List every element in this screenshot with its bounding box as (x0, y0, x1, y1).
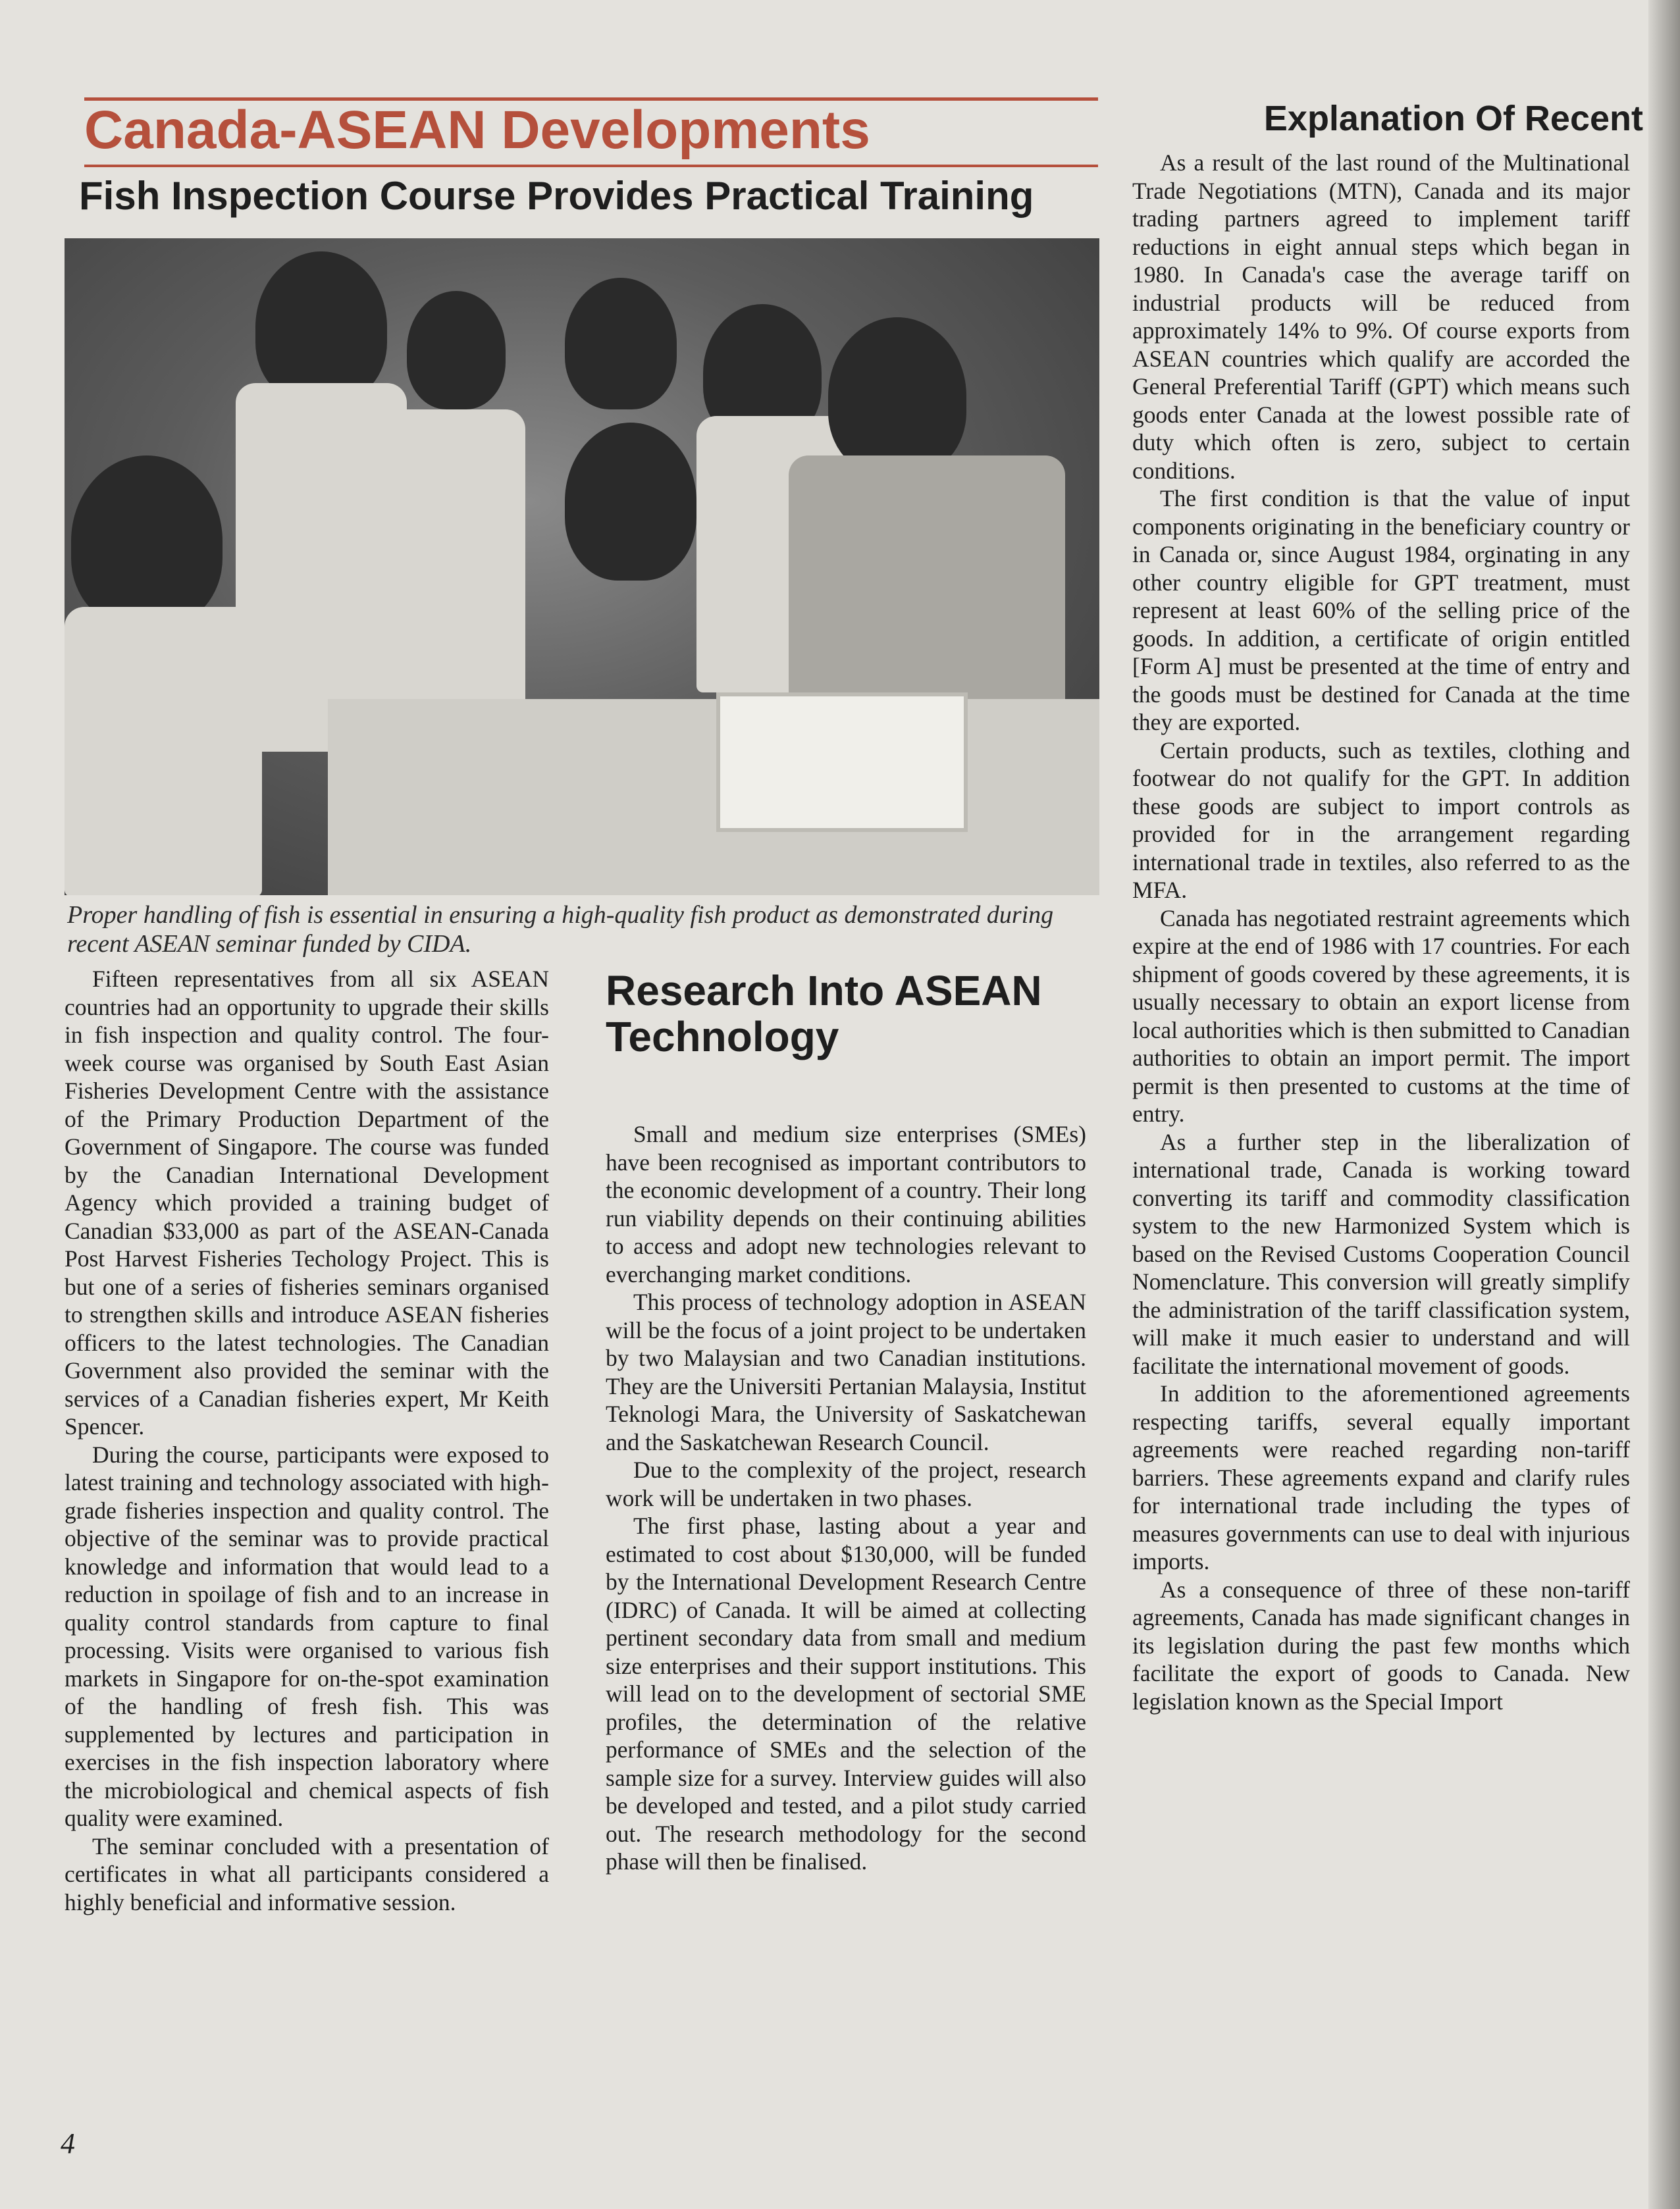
page-number: 4 (61, 2127, 75, 2160)
explanation-article-body (1132, 149, 1630, 1715)
research-paragraph: Due to the complexity of the project, research work will be undertaken in two phases. (606, 1457, 1086, 1511)
fish-paragraph: Fifteen representatives from all six ASEAN countries had an opportunity to upgrade their skills in fish inspection and quality control. The four-week course was organised by South East Asian Fisheries Development Centre with the assistance of the Primary Production Department of the Government of Singapore. The course was funded by the Canadian International Development Agency which provided a training budget of Canadian $33,000 as part of the ASEAN-Canada Post Harvest Fisheries Techology Project. This is but one of a series of fisheries seminars organised to strengthen skills and introduce ASEAN fisheries officers to the latest technologies. The Canadian Government also provided the seminar with the services of a Canadian fisheries expert, Mr Keith Spencer. (65, 966, 549, 1440)
explanation-paragraph: As a consequence of three of these non-tariff agreements, Canada has made significant changes in its legislation during the past few months which facilitate the export of goods to Canada. New legislation known as the Special Import (1132, 1576, 1630, 1715)
research-article-body (606, 1120, 1086, 1876)
explanation-paragraph: As a result of the last round of the Multinational Trade Negotiations (MTN), Canada and its major trading partners agreed to implement tariff reductions in eight annual steps which began in 1980. In Canada's case the average tariff on industrial products will be reduced from approximately 14% to 9%. Of course exports from ASEAN countries which qualify are accorded the General Preferential Tariff (GPT) which means such goods enter Canada at the lowest possible rate of duty which often is zero, subject to certain conditions. (1132, 149, 1630, 484)
section-title: Canada-ASEAN Developments (84, 100, 870, 160)
training-photo (65, 238, 1099, 895)
section-bottom-rule (84, 165, 1098, 167)
research-paragraph: This process of technology adoption in ASEAN will be the focus of a joint project to be undertaken by two Malaysian and two Canadian institutions. They are the Universiti Pertanian Malaysia, Institut Teknologi Mara, the University of Saskatchewan and the Saskatchewan Research Council. (606, 1289, 1086, 1455)
fish-paragraph: During the course, participants were exposed to latest training and technology associated with high-grade fisheries inspection and quality control. The objective of the seminar was to provide practical knowledge and information that would lead to a reduction in spoilage of fish and to an increase in quality control standards from capture to final processing. Visits were organised to various fish markets in Singapore for on-the-spot examination of the handling of fresh fish. This was supplemented by lectures and participation in exercises in the fish inspection laboratory where the microbiological and chemical aspects of fish quality were examined. (65, 1441, 549, 1831)
explanation-paragraph: The first condition is that the value of input components originating in the beneficiary country or in Canada or, since August 1984, orginating in any other country eligible for GPT treatment, must represent at least 60% of the selling price of the goods. In addition, a certificate of origin entitled [Form A] must be presented at the time of entry and the goods must be destined for Canada at the time they are exported. (1132, 485, 1630, 735)
fish-article-body (65, 965, 549, 1916)
fish-paragraph: The seminar concluded with a presentation of certificates in what all participants considered a highly beneficial and informative session. (65, 1832, 549, 1915)
explanation-paragraph: Canada has negotiated restraint agreements which expire at the end of 1986 with 17 countries. For each shipment of goods covered by these agreements, it is usually necessary to obtain an export license from local authorities which is then submitted to Canadian authorities to obtain an import permit. The import permit is then presented to customs at the time of entry. (1132, 904, 1630, 1127)
page-edge-shadow (1648, 0, 1680, 2209)
research-paragraph: The first phase, lasting about a year and estimated to cost about $130,000, will be funded by the International Development Research Centre (IDRC) of Canada. It will be aimed at collecting pertinent secondary data from small and medium size enterprises and their support institutions. This will lead on to the development of sectorial SME profiles, the determination of the relative performance of SMEs and the selection of the sample size for a survey. Interview guides will also be developed and tested, and a pilot study carried out. The research methodology for the second phase will then be finalised. (606, 1513, 1086, 1875)
explanation-paragraph: As a further step in the liberalization of international trade, Canada is working toward converting its tariff and commodity classification system to the new Harmonized System which is based on the Revised Customs Cooperation Council Nomenclature. This conversion will greatly simplify the administration of the tariff classification system, will make it much easier to understand and will facilitate the international movement of goods. (1132, 1128, 1630, 1379)
explanation-paragraph: In addition to the aforementioned agreements respecting tariffs, several equally important agreements were reached regarding non-tariff barriers. These agreements expand and clarify rules for international trade including the types of measures governments can use to deal with injurious imports. (1132, 1380, 1630, 1574)
explanation-article-headline: Explanation Of Recent (1263, 99, 1643, 138)
photo-caption: Proper handling of fish is essential in ensuring a high-quality fish product as demonstrated during recent ASEAN seminar funded by CIDA. (67, 901, 1054, 958)
explanation-paragraph: Certain products, such as textiles, clothing and footwear do not qualify for the GPT. In addition these goods are subject to import controls as provided for in the arrangement regarding international trade in textiles, also referred to as the MFA. (1132, 737, 1630, 903)
research-article-headline: Research Into ASEAN Technology (606, 967, 1042, 1060)
research-paragraph: Small and medium size enterprises (SMEs) have been recognised as important contributors to the economic development of a country. Their long run viability depends on their continuing abilities to access and adopt new technologies relevant to everchanging market conditions. (606, 1121, 1086, 1287)
fish-article-headline: Fish Inspection Course Provides Practical Training (79, 174, 1034, 218)
